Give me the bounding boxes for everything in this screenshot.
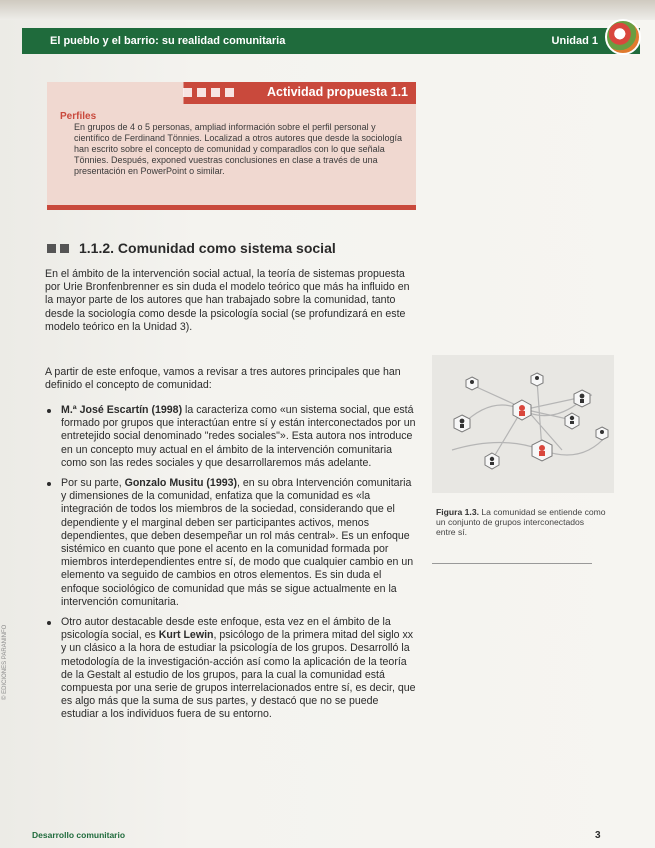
bullet-icon — [47, 409, 51, 413]
author-list — [45, 404, 417, 729]
network-figure — [432, 355, 614, 493]
section-title: 1.1.2. Comunidad como sistema social — [79, 240, 336, 256]
author-name: M.ª José Escartín (1998) — [61, 404, 183, 416]
author-name: Kurt Lewin — [158, 629, 214, 642]
list-item: M.ª José Escartín (1998) la caracteriza como «un sistema social, que está formado por grupos que interactúan entre sí y están interconectados por un entretejido social denominado "redes sociales"». Esta autora nos introduce en un concepto muy actual en el ámbito de la intervención comunitaria como son las redes sociales y que desarrollaremos más adelante. — [45, 404, 417, 470]
activity-squares-icon — [183, 88, 234, 97]
section-heading — [47, 240, 336, 256]
activity-subtitle: Perfiles — [60, 111, 97, 122]
footer-book-title: Desarrollo comunitario — [32, 830, 126, 840]
activity-body: En grupos de 4 o 5 personas, ampliad información sobre el perfil personal y científico de Ferdinand Tönnies. Localizad a otros autores que desde la sociología han escrito sobre el concepto de comunidad y comparadlos con lo que señala Tönnies. Después, exponed vuestras conclusiones en clase a través de una presentación en PowerPoint o similar. — [74, 122, 403, 176]
activity-title: Actividad propuesta 1.1 — [266, 85, 408, 99]
running-header — [22, 28, 640, 54]
activity-bottom-rule — [47, 205, 416, 210]
heading-square-icon — [47, 244, 56, 253]
heading-square-icon — [60, 244, 69, 253]
paragraph: En el ámbito de la intervención social actual, la teoría de sistemas propuesta por Urie Bronfenbrenner es sin duda el modelo teórico que más ha influido en la mayor parte de los autores que han trabajado sobre la comunidad, tanto desde la sociología como desde la psicología social (se profundizará en este modelo teórico en la Unidad 3). — [45, 268, 410, 333]
unit-logo-icon — [605, 19, 641, 55]
header-chapter-title: El pueblo y el barrio: su realidad comunitaria — [50, 35, 286, 47]
bullet-icon — [47, 621, 51, 625]
social-network-illustration — [432, 355, 614, 493]
page-number: 3 — [595, 830, 601, 841]
activity-box — [47, 82, 416, 208]
list-item: Por su parte, Gonzalo Musitu (1993), en su obra Intervención comunitaria y dimensiones de la comunidad, enfatiza que la comunidad es «la integración de todos los miembros de la sociedad, considerando que el dependiente y el marginal deben ser participantes activos, menos dependientes, que deben desempeñar un rol más central». Es un enfoque sistémico en cuanto que pone el acento en la comunidad formada por miembros interdependientes entre sí, de modo que cualquier cambio en un elemento va seguido de cambios en otros elementos. Es sin duda el enfoque sociológico de comunidad que más se sigue actualmente en la intervención comunitaria. — [45, 477, 417, 609]
figure-caption: Figura 1.3. La comunidad se entiende como un conjunto de grupos interconectados entre sí. — [436, 507, 606, 537]
activity-title-bar — [47, 82, 416, 104]
publisher-credit: © EDICIONES PARANINFO — [2, 624, 8, 700]
figure-label: Figura 1.3. — [436, 507, 479, 517]
bullet-icon — [47, 482, 51, 486]
author-name: Gonzalo Musitu (1993) — [124, 477, 238, 490]
list-item: Otro autor destacable desde este enfoque, esta vez en el ámbito de la psicología social, es Kurt Lewin, psicólogo de la primera mitad del siglo xx y un clásico a la hora de estudiar la psicología de los grupos. Desarrolló la metodología de la investigación-acción así como la aplicación de la teoría de la Gestalt al estudio de los grupos, para la cual la comunidad está compuesta por una serie de grupos interrelacionados entre sí, es decir, que es algo más que la suma de sus partes, y destacó que no se puede estudiar a los individuos fuera de su entorno. — [45, 616, 417, 722]
page-top-edge — [0, 0, 655, 20]
header-unit-label: Unidad 1 — [551, 35, 598, 47]
paragraph: A partir de este enfoque, vamos a revisar a tres autores principales que han definido el concepto de comunidad: — [45, 366, 401, 392]
caption-rule — [432, 563, 592, 564]
